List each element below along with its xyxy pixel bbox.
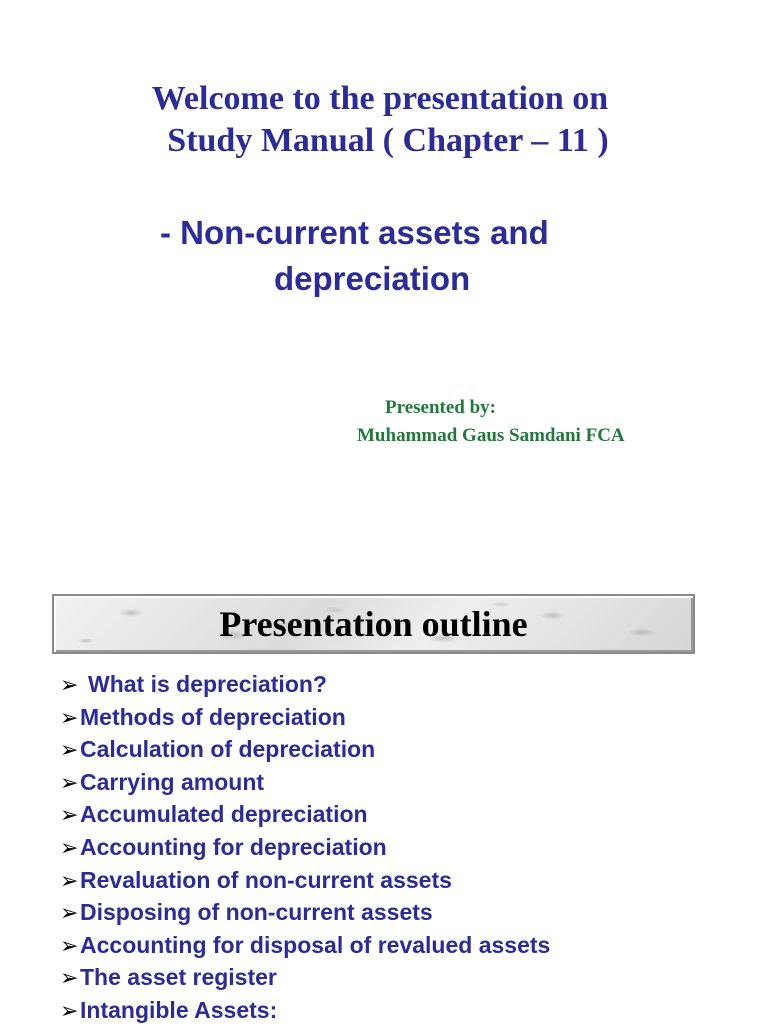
arrow-bullet-icon: ➢ — [60, 901, 79, 927]
arrow-bullet-icon: ➢ — [60, 803, 79, 829]
outline-item-label: Accounting for depreciation — [80, 833, 387, 860]
outline-item — [60, 733, 550, 766]
subtitle-line-1: - Non-current assets and — [160, 214, 549, 251]
outline-item — [60, 896, 550, 929]
outline-item — [60, 864, 550, 897]
arrow-bullet-icon: ➢ — [60, 705, 79, 731]
arrow-bullet-icon: ➢ — [60, 673, 79, 698]
presenter-label: Presented by: — [385, 397, 496, 418]
outline-item — [60, 798, 550, 831]
outline-item-label: Calculation of depreciation — [80, 736, 376, 763]
arrow-bullet-icon: ➢ — [60, 933, 79, 959]
outline-item — [60, 994, 550, 1024]
outline-item-label: What is depreciation? — [88, 671, 327, 697]
outline-item-label: Disposing of non-current assets — [80, 899, 433, 926]
outline-item-label: Accounting for disposal of revalued assets — [80, 931, 551, 958]
outline-list — [60, 668, 550, 1024]
outline-item-label: Methods of depreciation — [80, 703, 346, 730]
outline-item-label: The asset register — [80, 964, 277, 991]
title-line-1: Welcome to the presentation on — [151, 80, 609, 117]
arrow-bullet-icon: ➢ — [60, 998, 79, 1024]
outline-item — [60, 961, 550, 994]
outline-item — [60, 668, 550, 701]
presenter-name: Muhammad Gaus Samdani FCA — [357, 425, 625, 446]
outline-item-label: Revaluation of non-current assets — [80, 866, 452, 893]
arrow-bullet-icon: ➢ — [60, 770, 79, 796]
outline-banner — [52, 594, 695, 654]
title-line-2: Study Manual ( Chapter – 11 ) — [167, 122, 609, 159]
outline-item-label: Accumulated depreciation — [80, 801, 368, 828]
arrow-bullet-icon: ➢ — [60, 835, 79, 861]
subtitle-line-2: depreciation — [274, 260, 471, 297]
arrow-bullet-icon: ➢ — [60, 738, 79, 764]
outline-item-label: Carrying amount — [80, 768, 265, 795]
outline-item — [60, 701, 550, 734]
arrow-bullet-icon: ➢ — [60, 868, 79, 894]
outline-item — [60, 831, 550, 864]
outline-item-label: Intangible Assets: — [80, 996, 278, 1023]
arrow-bullet-icon: ➢ — [60, 966, 79, 992]
outline-heading: Presentation outline — [219, 604, 528, 644]
outline-item — [60, 766, 550, 799]
outline-item — [60, 929, 550, 962]
